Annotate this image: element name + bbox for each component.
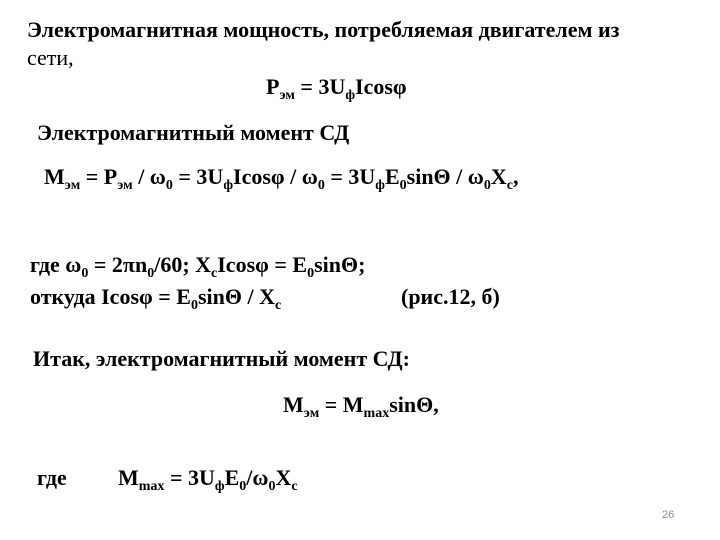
page-number: 26 [662, 509, 675, 521]
conclusion-line: Итак, электромагнитный момент СД: [33, 346, 410, 371]
where-omega-line: где $\omega_0 = 2\pi n_0/60$; $X_cIcos\varphi = E_0\sin\Theta$; [30, 252, 366, 281]
whence-line: откуда $Icos\varphi = E_0\sin\Theta / X_c$ [30, 284, 282, 313]
figure-reference: (рис.12, б) [401, 284, 500, 309]
where-label: где [37, 465, 67, 490]
moment-max-formula: $M_{эм} = M_{max}\sin\Theta$, [283, 392, 439, 421]
power-formula: $P_{эм} = 3U_фIcos\varphi$ [266, 74, 407, 103]
power-description-line: Электромагнитная мощность, потребляемая двигателем из [27, 17, 620, 42]
mmax-definition-formula: $M_{max} = 3U_фE_0/\omega_0X_c$ [118, 465, 298, 494]
power-description-line-2: сети, [27, 45, 74, 70]
moment-heading: Электромагнитный момент СД [37, 120, 350, 145]
moment-formula: $M_{эм} = P_{эм} / \omega_0 = 3U_фIcos\varphi / \omega_0 = 3U_фE_0\sin\Theta / \omega_0X_с$, [44, 164, 519, 193]
